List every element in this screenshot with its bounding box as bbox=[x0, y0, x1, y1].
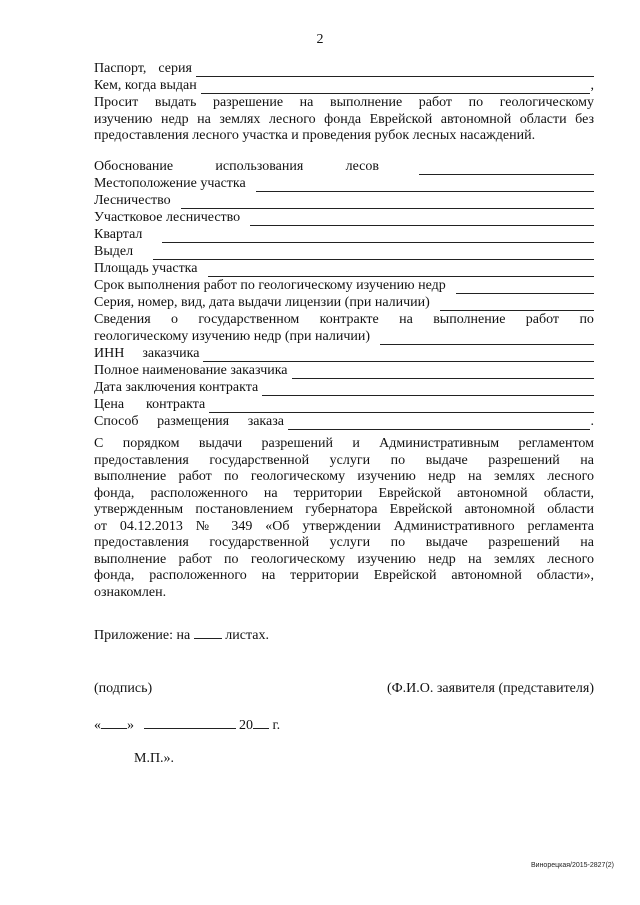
request-line-1: Просит выдать разрешение на выполнение работ по геологическому bbox=[94, 95, 594, 110]
issued-by-comma: , bbox=[590, 78, 594, 93]
price-contract-label: контракта bbox=[146, 397, 206, 412]
ack-line-9: фонда, расположенного на территории Еврейской автономной области», bbox=[94, 568, 594, 583]
method-label: Способ размещения заказа bbox=[94, 414, 284, 429]
contract-date-line bbox=[94, 379, 594, 396]
area-field[interactable] bbox=[208, 264, 595, 277]
date-day-field[interactable] bbox=[101, 716, 127, 729]
stamp-label: М.П.». bbox=[134, 751, 175, 766]
passport-series-label: серия bbox=[158, 61, 192, 76]
price-field[interactable] bbox=[209, 400, 594, 413]
allotment-field[interactable] bbox=[153, 247, 594, 260]
customer-name-label: Полное наименование заказчика bbox=[94, 363, 288, 378]
ack-line-4: фонда, расположенного на территории Еврейской автономной области, bbox=[94, 485, 594, 501]
location-field[interactable] bbox=[256, 179, 594, 192]
quarter-field[interactable] bbox=[162, 230, 594, 243]
contract-label-2: геологическому изучению недр (при наличии) bbox=[94, 329, 371, 344]
date-close-quote: » bbox=[127, 718, 134, 733]
acknowledgement-paragraph bbox=[94, 436, 594, 601]
allotment-label: Выдел bbox=[94, 244, 134, 259]
price-label: Цена bbox=[94, 397, 125, 412]
ack-line-3: выполнение работ по геологическому изучению недр на землях лесного bbox=[94, 469, 594, 484]
issued-by-line bbox=[94, 77, 594, 94]
area-label: Площадь участка bbox=[94, 261, 198, 276]
method-period: . bbox=[590, 414, 594, 429]
forestry-line bbox=[94, 192, 594, 209]
quarter-line bbox=[94, 226, 594, 243]
attachment-prefix: Приложение: на bbox=[94, 628, 191, 643]
term-line bbox=[94, 277, 594, 294]
ack-line-6: от 04.12.2013 № 349 «Об утверждении Административного регламента bbox=[94, 518, 594, 534]
inn-line bbox=[94, 345, 594, 362]
request-line-2: изучению недр на землях лесного фонда Еврейской автономной области без bbox=[94, 111, 594, 127]
method-line bbox=[94, 413, 594, 430]
contract-date-label: Дата заключения контракта bbox=[94, 380, 259, 395]
ack-line-1: С порядком выдачи разрешений и Административным регламентом bbox=[94, 436, 594, 451]
license-label: Серия, номер, вид, дата выдачи лицензии (при наличии) bbox=[94, 295, 430, 310]
attachment-suffix: листах. bbox=[225, 628, 269, 643]
date-open-quote: « bbox=[94, 718, 101, 733]
applicant-fio-label: (Ф.И.О. заявителя (представителя) bbox=[386, 681, 594, 696]
customer-name-line bbox=[94, 362, 594, 379]
term-field[interactable] bbox=[456, 281, 594, 294]
date-year-suffix: г. bbox=[272, 718, 281, 733]
contract-field[interactable] bbox=[380, 332, 594, 345]
allotment-line bbox=[94, 243, 594, 260]
forestry-field[interactable] bbox=[181, 196, 594, 209]
issued-by-label: Кем, когда выдан bbox=[94, 78, 197, 93]
method-field[interactable] bbox=[288, 417, 590, 430]
forestry-label: Лесничество bbox=[94, 193, 171, 208]
basis-field[interactable] bbox=[419, 162, 594, 175]
ack-line-2: предоставления государственной услуги по выдаче разрешений на bbox=[94, 452, 594, 468]
attachment-pages-field[interactable] bbox=[194, 626, 222, 639]
price-line bbox=[94, 396, 594, 413]
district-forestry-label: Участковое лесничество bbox=[94, 210, 241, 225]
district-forestry-line bbox=[94, 209, 594, 226]
passport-series-field[interactable] bbox=[196, 64, 594, 77]
attachment-line bbox=[94, 626, 594, 644]
date-month-field[interactable] bbox=[144, 716, 236, 729]
passport-block bbox=[94, 60, 594, 94]
inn-field[interactable] bbox=[203, 349, 594, 362]
district-forestry-field[interactable] bbox=[250, 213, 594, 226]
ack-line-10: ознакомлен. bbox=[94, 584, 167, 600]
area-line bbox=[94, 260, 594, 277]
date-year-prefix: 20 bbox=[239, 718, 253, 733]
ack-line-7: предоставления государственной услуги по выдаче разрешений на bbox=[94, 535, 594, 550]
inn-customer-label: заказчика bbox=[142, 346, 200, 361]
location-label: Местоположение участка bbox=[94, 176, 246, 191]
passport-label: Паспорт, bbox=[94, 61, 147, 76]
contract-line-2 bbox=[94, 328, 594, 345]
location-line bbox=[94, 175, 594, 192]
document-id: Винорецкая/2015-2827(2) bbox=[530, 862, 614, 869]
contract-line-1 bbox=[94, 311, 594, 328]
date-year-field[interactable] bbox=[253, 716, 269, 729]
request-paragraph bbox=[94, 95, 594, 145]
signature-row bbox=[94, 681, 594, 697]
license-line bbox=[94, 294, 594, 311]
ack-line-8: выполнение работ по геологическому изучению недр на землях лесного bbox=[94, 551, 594, 567]
signature-label: (подпись) bbox=[94, 681, 153, 696]
issued-by-field[interactable] bbox=[201, 81, 590, 94]
contract-date-field[interactable] bbox=[262, 383, 594, 396]
term-label: Срок выполнения работ по геологическому изучению недр bbox=[94, 278, 446, 293]
basis-line bbox=[94, 158, 594, 175]
page-number: 2 bbox=[316, 32, 324, 47]
basis-label: Обоснование использования лесов bbox=[94, 159, 379, 174]
form-fields bbox=[94, 158, 594, 430]
request-line-3: предоставления лесного участка и проведения рубок лесных насаждений. bbox=[94, 128, 536, 143]
license-field[interactable] bbox=[440, 298, 594, 311]
customer-name-field[interactable] bbox=[292, 366, 594, 379]
inn-label: ИНН bbox=[94, 346, 125, 361]
contract-label-1: Сведения о государственном контракте на выполнение работ по bbox=[94, 312, 594, 327]
quarter-label: Квартал bbox=[94, 227, 143, 242]
ack-line-5: утвержденным постановлением губернатора Еврейской автономной области bbox=[94, 502, 594, 517]
passport-line bbox=[94, 60, 594, 77]
date-line bbox=[94, 716, 594, 734]
